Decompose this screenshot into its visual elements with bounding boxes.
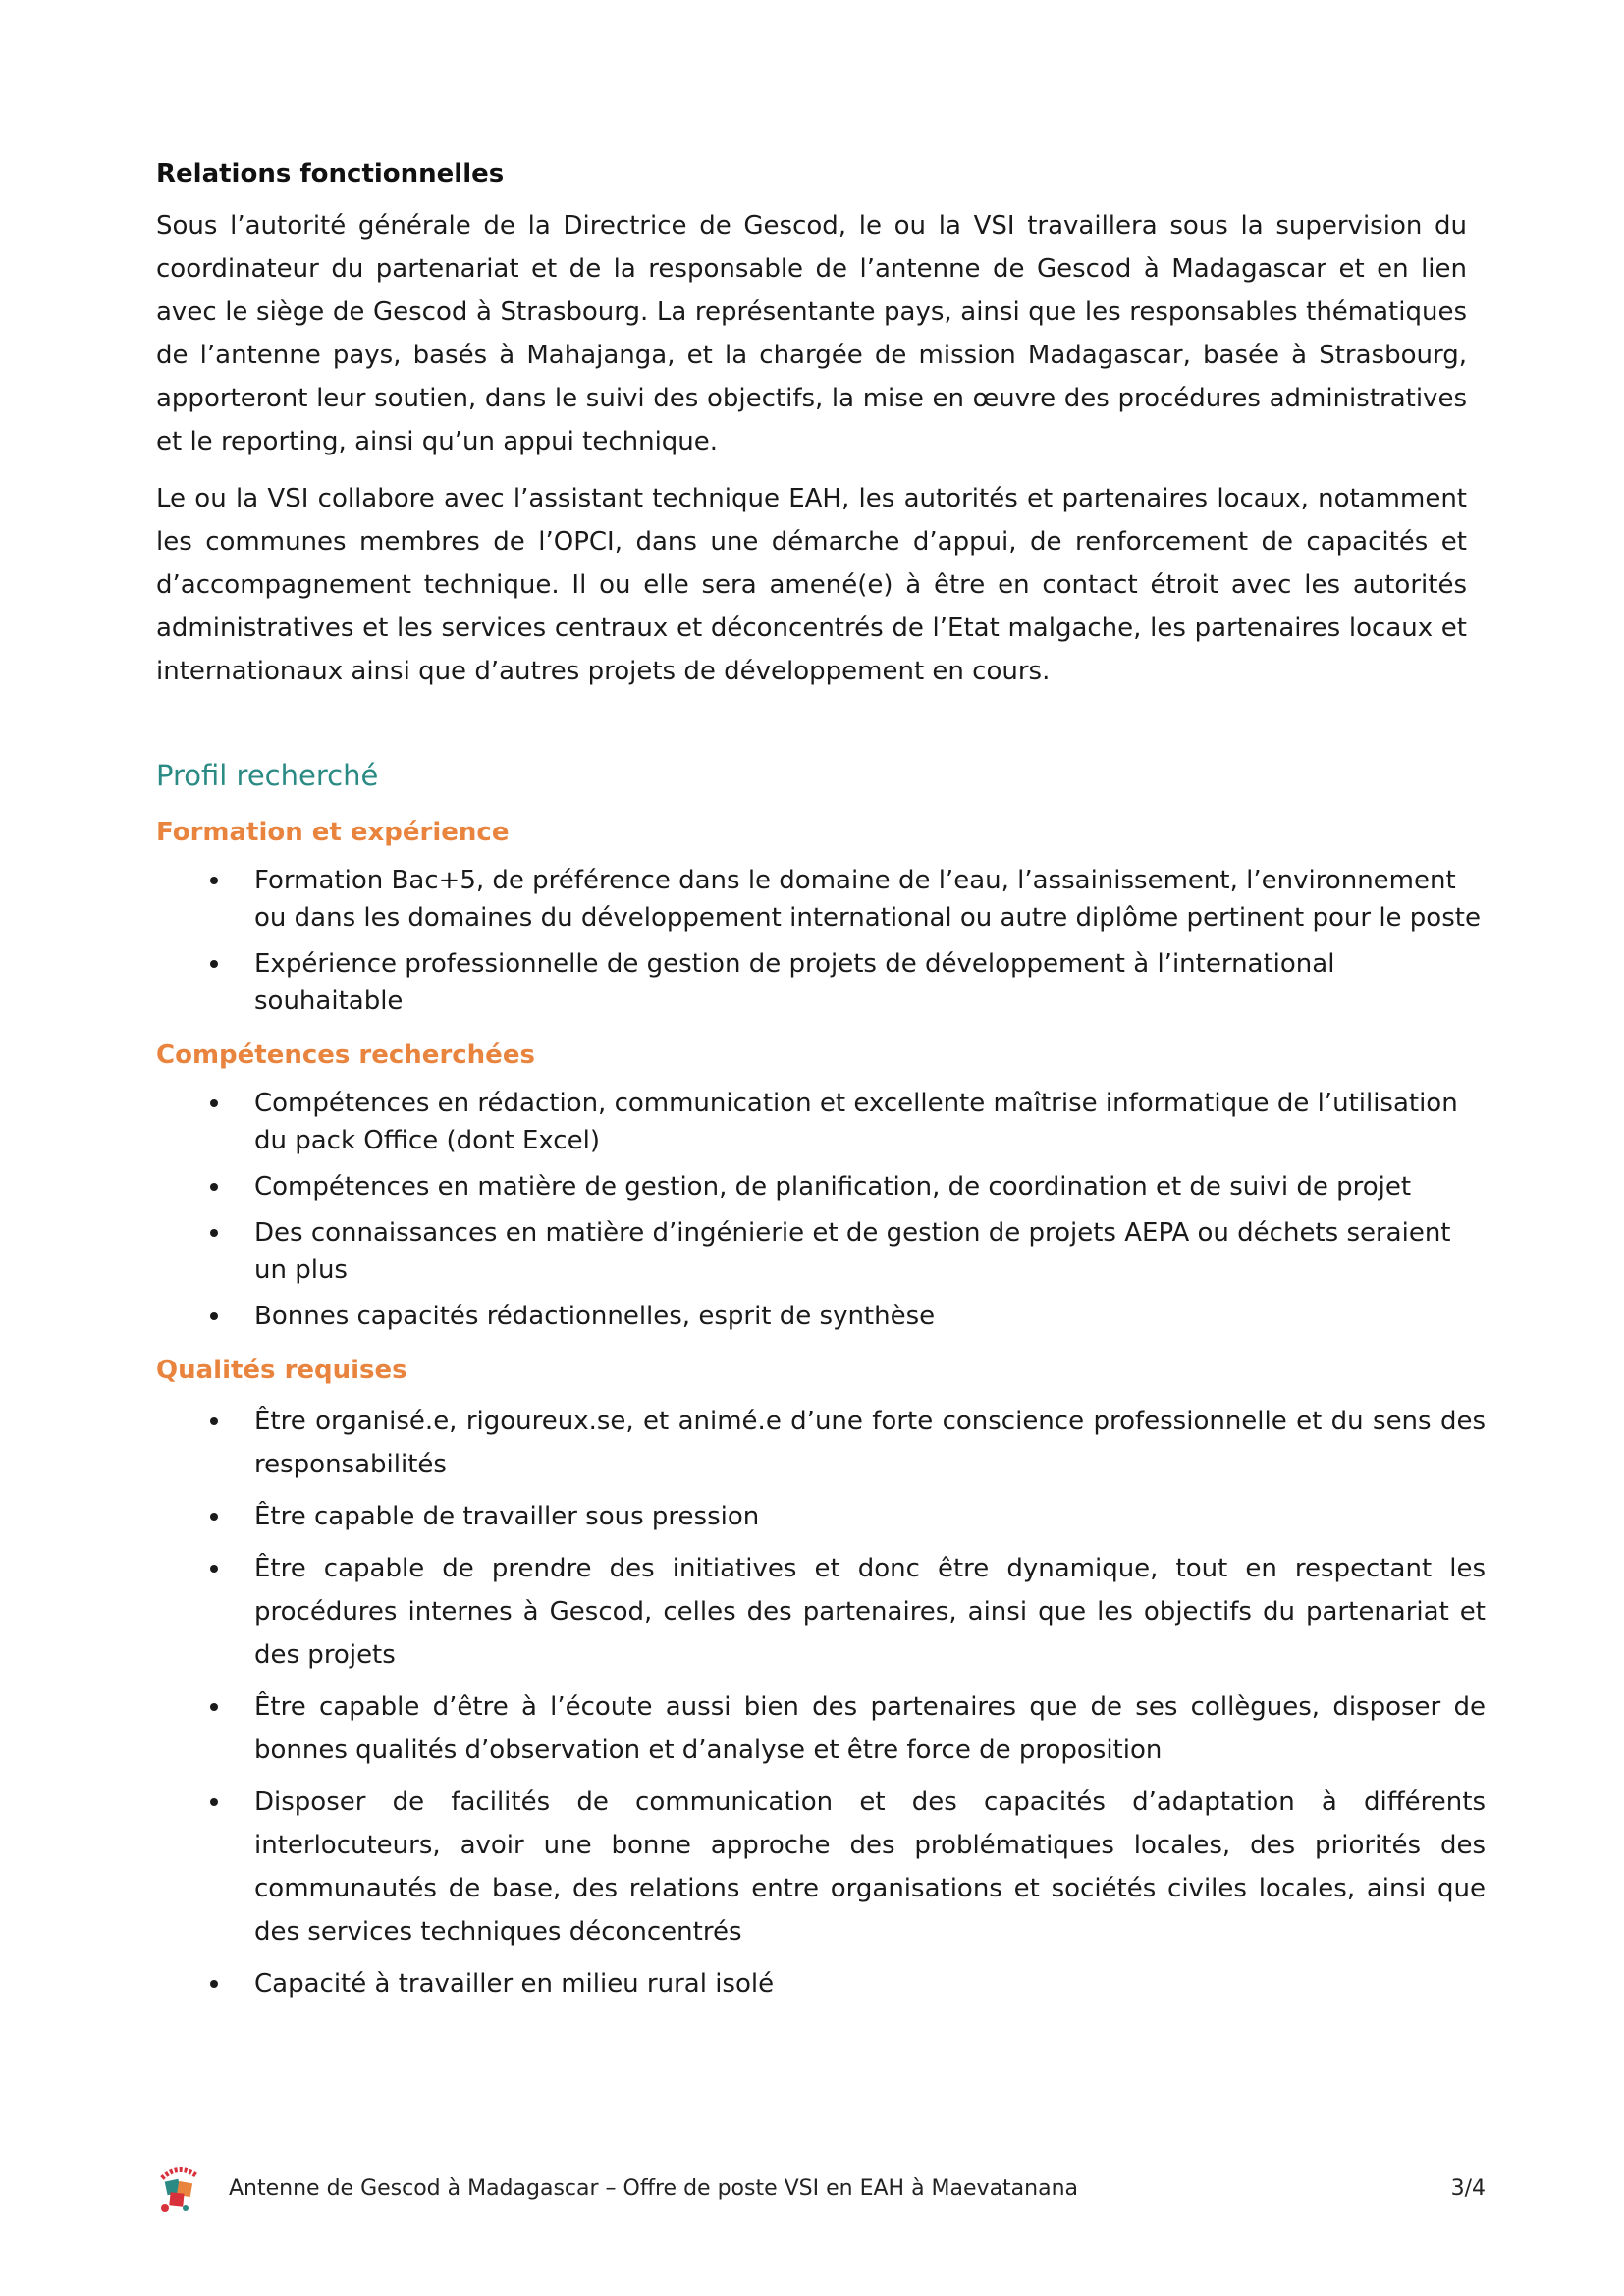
profil-section-title: Profil recherché: [156, 759, 379, 792]
formation-heading: Formation et expérience: [156, 818, 510, 847]
list-item: Disposer de facilités de communication et des capacités d’adaptation à différents interlocuteurs, avoir une bonne approche des problématiques locales, des priorités des communautés de base, des relations entre organisations et sociétés civiles locales, ainsi que des services techniques déconcentrés: [156, 1781, 1486, 1953]
list-item: Être capable de prendre des initiatives et donc être dynamique, tout en respectant les procédures internes à Gescod, celles des partenaires, ainsi que les objectifs du partenariat et des projets: [156, 1547, 1486, 1677]
footer-text: Antenne de Gescod à Madagascar – Offre de poste VSI en EAH à Maevatanana: [229, 2176, 1079, 2201]
relations-paragraph-1: Sous l’autorité générale de la Directrice de Gescod, le ou la VSI travaillera sous la supervision du coordinateur du partenariat et de la responsable de l’antenne de Gescod à Madagascar et en lien avec le siège de Gescod à Strasbourg. La représentante pays, ainsi que les responsables thématiques de l’antenne pays, basés à Mahajanga, et la chargée de mission Madagascar, basée à Strasbourg, apporteront leur soutien, dans le suivi des objectifs, la mise en œuvre des procédures administratives et le reporting, ainsi qu’un appui technique.: [156, 211, 1467, 456]
page-footer: [156, 2164, 1486, 2214]
relations-heading: Relations fonctionnelles: [156, 159, 505, 188]
competences-list: [156, 1085, 1486, 1335]
list-item: Compétences en matière de gestion, de planification, de coordination et de suivi de projet: [156, 1168, 1486, 1205]
list-item: Bonnes capacités rédactionnelles, esprit de synthèse: [156, 1298, 1486, 1335]
list-item: Expérience professionnelle de gestion de projets de développement à l’international souhaitable: [156, 945, 1486, 1020]
competences-heading: Compétences recherchées: [156, 1041, 535, 1070]
list-item: Capacité à travailler en milieu rural isolé: [156, 1962, 1486, 2005]
list-item: Formation Bac+5, de préférence dans le domaine de l’eau, l’assainissement, l’environnement ou dans les domaines du développement international ou autre diplôme pertinent pour le poste: [156, 862, 1486, 936]
list-item: Être organisé.e, rigoureux.se, et animé.e d’une forte conscience professionnelle et du sens des responsabilités: [156, 1400, 1486, 1486]
list-item: Être capable d’être à l’écoute aussi bien des partenaires que de ses collègues, disposer de bonnes qualités d’observation et d’analyse et être force de proposition: [156, 1685, 1486, 1772]
page-content: [156, 155, 1486, 2021]
qualites-heading: Qualités requises: [156, 1356, 407, 1385]
relations-paragraph-2: Le ou la VSI collabore avec l’assistant technique EAH, les autorités et partenaires locaux, notamment les communes membres de l’OPCI, dans une démarche d’appui, de renforcement de capacités et d’accompagnement technique. Il ou elle sera amené(e) à être en contact étroit avec les autorités administratives et les services centraux et déconcentrés de l’Etat malgache, les partenaires locaux et internationaux ainsi que d’autres projets de développement en cours.: [156, 484, 1467, 686]
list-item: Être capable de travailler sous pression: [156, 1495, 1486, 1538]
gescod-madagascar-logo-icon: [156, 2164, 201, 2214]
qualites-list: [156, 1400, 1486, 2005]
list-item: Des connaissances en matière d’ingénierie et de gestion de projets AEPA ou déchets seraient un plus: [156, 1214, 1486, 1289]
list-item: Compétences en rédaction, communication et excellente maîtrise informatique de l’utilisation du pack Office (dont Excel): [156, 1085, 1486, 1159]
page-number: 3/4: [1450, 2176, 1486, 2201]
formation-list: [156, 862, 1486, 1020]
